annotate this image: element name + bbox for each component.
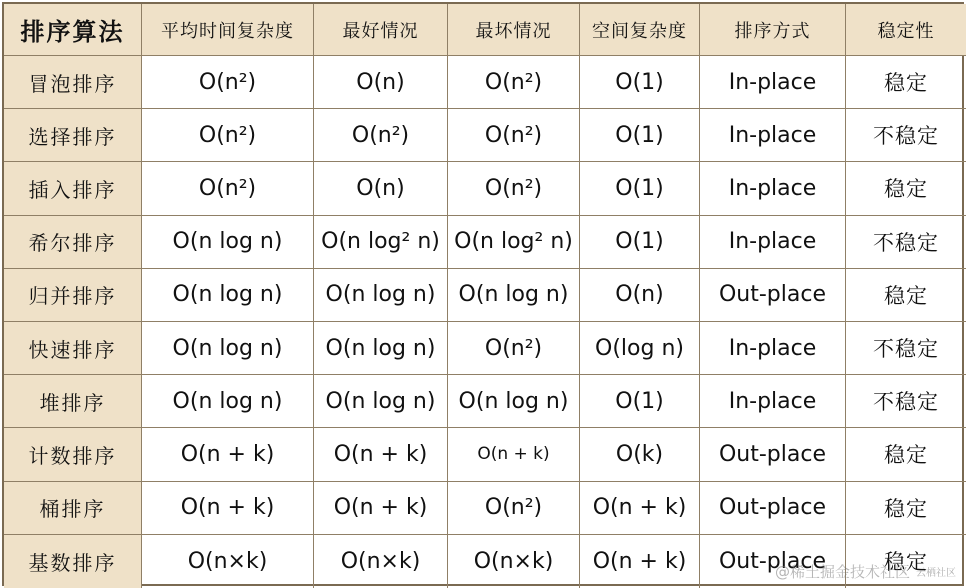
table-cell-avg-time: O(n log n) (142, 322, 314, 375)
table-cell-space: O(log n) (580, 322, 700, 375)
table-cell-best-case: O(n×k) (314, 535, 448, 588)
table-cell-worst-case: O(n²) (448, 322, 580, 375)
table-cell-stability: 稳定 (846, 269, 966, 322)
column-header-avg-time: 平均时间复杂度 (142, 4, 314, 56)
table-cell-best-case: O(n²) (314, 109, 448, 162)
table-cell-best-case: O(n) (314, 56, 448, 109)
table-cell-worst-case: O(n²) (448, 56, 580, 109)
table-cell-space: O(1) (580, 162, 700, 215)
row-header-algorithm: 基数排序 (4, 535, 142, 588)
table-cell-space: O(1) (580, 216, 700, 269)
row-header-algorithm: 冒泡排序 (4, 56, 142, 109)
table-cell-worst-case: O(n²) (448, 482, 580, 535)
row-header-algorithm: 希尔排序 (4, 216, 142, 269)
table-cell-stability: 不稳定 (846, 322, 966, 375)
table-cell-best-case: O(n + k) (314, 428, 448, 481)
table-cell-stability: 不稳定 (846, 216, 966, 269)
table-cell-best-case: O(n log n) (314, 375, 448, 428)
table-cell-stability: 稳定 (846, 428, 966, 481)
table-cell-sort-mode: Out-place (700, 482, 846, 535)
row-header-algorithm: 堆排序 (4, 375, 142, 428)
table-cell-sort-mode: In-place (700, 56, 846, 109)
table-cell-sort-mode: In-place (700, 162, 846, 215)
table-cell-worst-case: O(n×k) (448, 535, 580, 588)
table-cell-worst-case: O(n log n) (448, 269, 580, 322)
table-cell-avg-time: O(n²) (142, 56, 314, 109)
table-cell-sort-mode: In-place (700, 375, 846, 428)
table-cell-stability: 稳定 (846, 56, 966, 109)
table-cell-worst-case: O(n log² n) (448, 216, 580, 269)
table-cell-space: O(1) (580, 56, 700, 109)
table-cell-space: O(n + k) (580, 482, 700, 535)
watermark-text: @稀土掘金技术社区 (774, 563, 910, 581)
sorting-complexity-table (2, 2, 964, 586)
table-cell-best-case: O(n log n) (314, 269, 448, 322)
table-cell-space: O(n + k) (580, 535, 700, 588)
table-cell-avg-time: O(n²) (142, 109, 314, 162)
table-cell-avg-time: O(n²) (142, 162, 314, 215)
table-cell-best-case: O(n) (314, 162, 448, 215)
row-header-algorithm: 归并排序 (4, 269, 142, 322)
table-cell-avg-time: O(n log n) (142, 375, 314, 428)
column-header-space: 空间复杂度 (580, 4, 700, 56)
row-header-algorithm: 计数排序 (4, 428, 142, 481)
column-header-best-case: 最好情况 (314, 4, 448, 56)
table-cell-sort-mode: Out-place (700, 535, 846, 588)
table-cell-space: O(n) (580, 269, 700, 322)
table-cell-worst-case: O(n + k) (448, 428, 580, 481)
row-header-algorithm: 插入排序 (4, 162, 142, 215)
table-cell-sort-mode: In-place (700, 216, 846, 269)
table-cell-sort-mode: Out-place (700, 269, 846, 322)
table-cell-avg-time: O(n log n) (142, 216, 314, 269)
column-header-sort-mode: 排序方式 (700, 4, 846, 56)
table-cell-stability: 不稳定 (846, 375, 966, 428)
table-cell-best-case: O(n log n) (314, 322, 448, 375)
table-cell-best-case: O(n + k) (314, 482, 448, 535)
table-cell-best-case: O(n log² n) (314, 216, 448, 269)
column-header-algorithm: 排序算法 (4, 4, 142, 56)
table-cell-avg-time: O(n log n) (142, 269, 314, 322)
table-cell-space: O(1) (580, 375, 700, 428)
row-header-algorithm: 桶排序 (4, 482, 142, 535)
table-cell-sort-mode: In-place (700, 109, 846, 162)
table-cell-stability: 稳定 (846, 482, 966, 535)
table-cell-stability: 稳定 (884, 550, 928, 575)
table-cell-space: O(k) (580, 428, 700, 481)
table-cell-avg-time: O(n + k) (142, 482, 314, 535)
row-header-algorithm: 选择排序 (4, 109, 142, 162)
column-header-worst-case: 最坏情况 (448, 4, 580, 56)
table-cell-sort-mode: In-place (700, 322, 846, 375)
table-cell-worst-case: O(n log n) (448, 375, 580, 428)
table-cell-worst-case: O(n²) (448, 162, 580, 215)
table-cell-avg-time: O(n×k) (142, 535, 314, 588)
table-cell-space: O(1) (580, 109, 700, 162)
column-header-stability: 稳定性 (846, 4, 966, 56)
table-cell-sort-mode: Out-place (700, 428, 846, 481)
table-cell-worst-case: O(n²) (448, 109, 580, 162)
table-cell-stability: 不稳定 (846, 109, 966, 162)
table-cell-avg-time: O(n + k) (142, 428, 314, 481)
watermark-subtext: 云栖社区 (916, 568, 956, 579)
row-header-algorithm: 快速排序 (4, 322, 142, 375)
table-cell-stability: 稳定 (846, 162, 966, 215)
